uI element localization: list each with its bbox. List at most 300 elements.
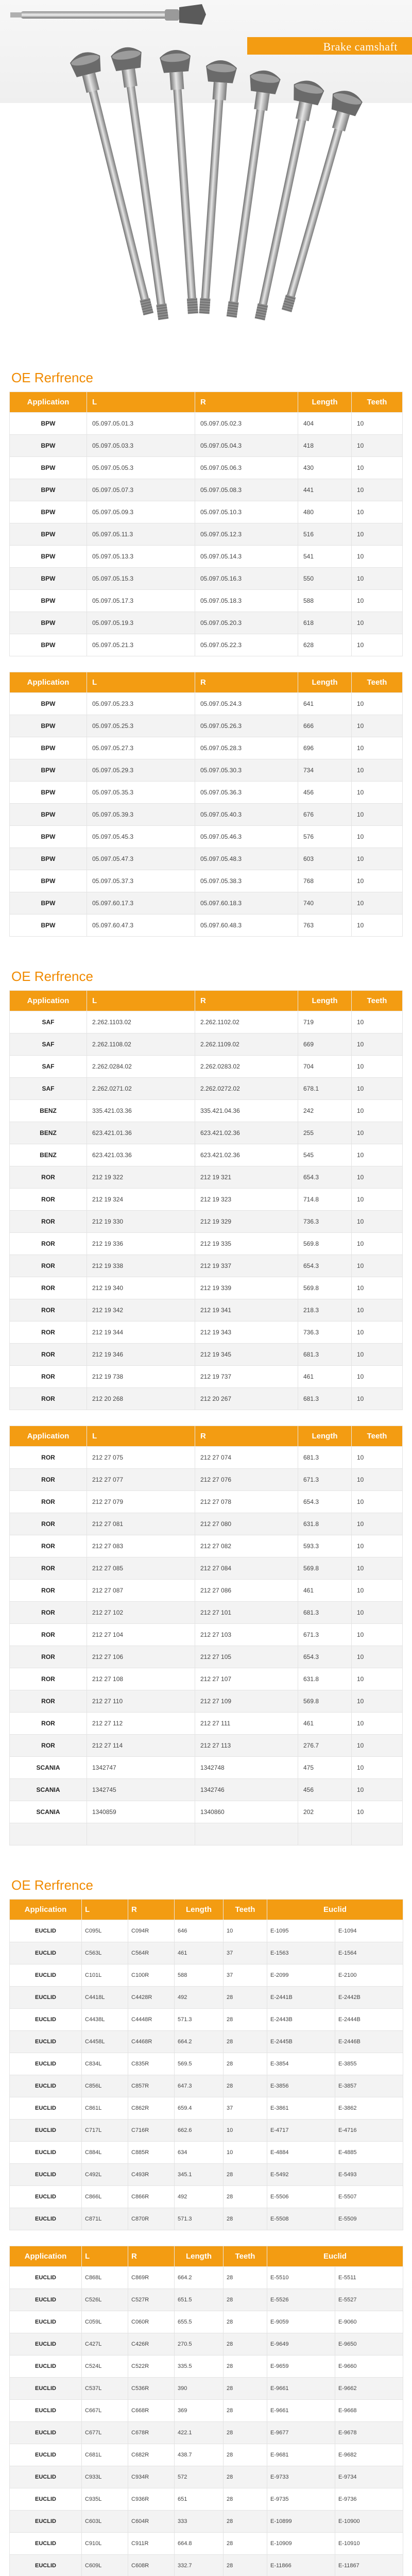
table-cell: ROR xyxy=(10,1366,87,1388)
table-cell: ROR xyxy=(10,1166,87,1189)
table-cell: 10 xyxy=(352,1056,403,1078)
table-cell: 05.097.05.16.3 xyxy=(195,568,298,590)
table-cell: BENZ xyxy=(10,1144,87,1166)
table-cell: 212 19 344 xyxy=(87,1321,195,1344)
table-cell: E-2100 xyxy=(335,1964,403,1987)
table-cell: E-9668 xyxy=(335,2400,403,2422)
table-cell: ROR xyxy=(10,1713,87,1735)
table-cell: ROR xyxy=(10,1447,87,1469)
table-cell: BPW xyxy=(10,523,87,546)
hero-section xyxy=(0,0,412,361)
table-row xyxy=(10,759,403,782)
table-row xyxy=(10,1557,403,1580)
table-cell: C427L xyxy=(82,2333,128,2355)
table-row xyxy=(10,693,403,715)
table-cell: 10 xyxy=(352,1668,403,1690)
table-cell: EUCLID xyxy=(10,1920,82,1942)
table-cell: 212 19 343 xyxy=(195,1321,298,1344)
table-cell: 28 xyxy=(224,2267,267,2289)
table-cell: E-9661 xyxy=(267,2400,335,2422)
table-cell: 1340860 xyxy=(195,1801,298,1823)
table-cell: C681L xyxy=(82,2444,128,2466)
table-cell: 212 27 113 xyxy=(195,1735,298,1757)
table-cell: E-5493 xyxy=(335,2164,403,2186)
table-cell: ROR xyxy=(10,1513,87,1535)
table-row xyxy=(10,782,403,804)
table-cell: 669 xyxy=(298,1033,352,1056)
table-cell: SCANIA xyxy=(10,1801,87,1823)
table-cell: 10 xyxy=(352,1321,403,1344)
table-cell: 05.097.05.01.3 xyxy=(87,413,195,435)
table-cell: C933L xyxy=(82,2466,128,2488)
table-cell: 05.097.05.28.3 xyxy=(195,737,298,759)
table-cell: 736.3 xyxy=(298,1321,352,1344)
column-header: Length xyxy=(175,2246,224,2267)
table-cell: ROR xyxy=(10,1469,87,1491)
table-cell: EUCLID xyxy=(10,2355,82,2378)
table-cell: C856L xyxy=(82,2075,128,2097)
table-cell: C885R xyxy=(128,2142,175,2164)
table-row xyxy=(10,2311,403,2333)
table-cell: 461 xyxy=(298,1366,352,1388)
table-cell: 671.3 xyxy=(298,1469,352,1491)
table-cell: 05.097.60.18.3 xyxy=(195,892,298,914)
table-cell: 10 xyxy=(352,1100,403,1122)
table-cell: E-3857 xyxy=(335,2075,403,2097)
table-cell: BPW xyxy=(10,546,87,568)
table-row xyxy=(10,2333,403,2355)
table-cell: E-9681 xyxy=(267,2444,335,2466)
table-cell: 05.097.05.02.3 xyxy=(195,413,298,435)
table-cell: 212 19 321 xyxy=(195,1166,298,1189)
table-cell: BPW xyxy=(10,693,87,715)
table-row xyxy=(10,914,403,937)
table-row xyxy=(10,1344,403,1366)
table-cell: 10 xyxy=(352,1757,403,1779)
table-cell: C868L xyxy=(82,2267,128,2289)
table-cell: 212 19 330 xyxy=(87,1211,195,1233)
table-row xyxy=(10,2075,403,2097)
table-cell: 212 27 109 xyxy=(195,1690,298,1713)
table-row xyxy=(10,1779,403,1801)
table-cell: 212 27 076 xyxy=(195,1469,298,1491)
table-cell: 10 xyxy=(352,1580,403,1602)
table-row xyxy=(10,870,403,892)
table-cell: 212 27 080 xyxy=(195,1513,298,1535)
table-row xyxy=(10,1189,403,1211)
table-cell: C835R xyxy=(128,2053,175,2075)
table-cell: 05.097.05.23.3 xyxy=(87,693,195,715)
table-cell: 05.097.60.47.3 xyxy=(87,914,195,937)
table-cell: 28 xyxy=(224,2400,267,2422)
table-cell: 335.421.03.36 xyxy=(87,1100,195,1122)
table-cell: 05.097.05.20.3 xyxy=(195,612,298,634)
table-cell: BPW xyxy=(10,590,87,612)
table-cell: 212 27 087 xyxy=(87,1580,195,1602)
column-header: L xyxy=(87,392,195,413)
table-cell: E-9678 xyxy=(335,2422,403,2444)
table-cell: 05.097.05.22.3 xyxy=(195,634,298,656)
column-header: Length xyxy=(298,1426,352,1447)
table-cell: 10 xyxy=(352,1602,403,1624)
table-cell: 212 19 345 xyxy=(195,1344,298,1366)
column-header: Application xyxy=(10,392,87,413)
column-header: Application xyxy=(10,672,87,693)
table-cell: E-3862 xyxy=(335,2097,403,2120)
column-header: L xyxy=(87,672,195,693)
table-cell: BPW xyxy=(10,479,87,501)
table-cell: 623.421.01.36 xyxy=(87,1122,195,1144)
table-cell: 212 27 107 xyxy=(195,1668,298,1690)
table-cell: BPW xyxy=(10,568,87,590)
table-row xyxy=(10,1321,403,1344)
table-cell: 212 19 335 xyxy=(195,1233,298,1255)
table-row xyxy=(10,715,403,737)
table-cell: 10 xyxy=(352,435,403,457)
camshaft-2 xyxy=(110,45,179,321)
table-cell: E-9662 xyxy=(335,2378,403,2400)
table-cell: 10 xyxy=(352,1513,403,1535)
table-row xyxy=(10,2031,403,2053)
table-cell: BPW xyxy=(10,914,87,937)
table-cell: EUCLID xyxy=(10,2164,82,2186)
table-cell: 10 xyxy=(352,1624,403,1646)
table-cell: 480 xyxy=(298,501,352,523)
table-cell: 28 xyxy=(224,2009,267,2031)
table-cell: 654.3 xyxy=(298,1166,352,1189)
table-cell: E-9649 xyxy=(267,2333,335,2355)
table-cell: C834L xyxy=(82,2053,128,2075)
table-cell: 641 xyxy=(298,693,352,715)
table-cell: 242 xyxy=(298,1100,352,1122)
table-cell: 646 xyxy=(175,1920,224,1942)
table-cell: 734 xyxy=(298,759,352,782)
table-cell: 05.097.05.07.3 xyxy=(87,479,195,501)
table-cell: 492 xyxy=(175,1987,224,2009)
table-cell: ROR xyxy=(10,1344,87,1366)
table-cell: EUCLID xyxy=(10,2400,82,2422)
table-cell: 441 xyxy=(298,479,352,501)
table-cell: 05.097.05.09.3 xyxy=(87,501,195,523)
column-header: Euclid xyxy=(267,1900,403,1920)
table-row xyxy=(10,1100,403,1122)
table-cell: 10 xyxy=(352,693,403,715)
table-cell: ROR xyxy=(10,1189,87,1211)
table-cell: 333 xyxy=(175,2511,224,2533)
table-cell: ROR xyxy=(10,1233,87,1255)
table-row xyxy=(10,2444,403,2466)
table-cell: 623.421.02.36 xyxy=(195,1144,298,1166)
table-cell: 05.097.05.35.3 xyxy=(87,782,195,804)
table-cell: 461 xyxy=(298,1713,352,1735)
table-cell: E-2444B xyxy=(335,2009,403,2031)
table-row xyxy=(10,1602,403,1624)
table-cell: C4458L xyxy=(82,2031,128,2053)
table-cell: SAF xyxy=(10,1078,87,1100)
table-cell: 212 27 108 xyxy=(87,1668,195,1690)
table-cell: 659.4 xyxy=(175,2097,224,2120)
table-bpw-1 xyxy=(9,392,403,656)
table-cell: C682R xyxy=(128,2444,175,2466)
table-cell: 10 xyxy=(224,1920,267,1942)
column-header: Teeth xyxy=(352,392,403,413)
table-cell: E-9677 xyxy=(267,2422,335,2444)
table-cell: EUCLID xyxy=(10,1987,82,2009)
table-row xyxy=(10,1056,403,1078)
table-cell: C604R xyxy=(128,2511,175,2533)
table-row xyxy=(10,1011,403,1033)
table-cell: EUCLID xyxy=(10,2186,82,2208)
table-cell: C426R xyxy=(128,2333,175,2355)
table-cell: 369 xyxy=(175,2400,224,2422)
table-cell: 569.8 xyxy=(298,1233,352,1255)
table-cell: SCANIA xyxy=(10,1779,87,1801)
table-cell: E-5527 xyxy=(335,2289,403,2311)
table-cell: C936R xyxy=(128,2488,175,2511)
table-cell: 664.2 xyxy=(175,2267,224,2289)
table-row xyxy=(10,523,403,546)
table-cell: 569.8 xyxy=(298,1557,352,1580)
table-header-row xyxy=(10,991,403,1011)
table-cell: BENZ xyxy=(10,1122,87,1144)
table-cell: 681.3 xyxy=(298,1388,352,1410)
table-cell: E-1094 xyxy=(335,1920,403,1942)
table-row xyxy=(10,1491,403,1513)
table-bpw-2 xyxy=(9,672,403,937)
table-cell: ROR xyxy=(10,1624,87,1646)
table-cell: C524L xyxy=(82,2355,128,2378)
table-cell: 740 xyxy=(298,892,352,914)
table-cell: E-9736 xyxy=(335,2488,403,2511)
table-cell: ROR xyxy=(10,1646,87,1668)
column-header: R xyxy=(195,672,298,693)
table-cell: 212 20 267 xyxy=(195,1388,298,1410)
table-cell: 647.3 xyxy=(175,2075,224,2097)
table-cell: 212 27 074 xyxy=(195,1447,298,1469)
table-row xyxy=(10,1122,403,1144)
table-cell: C608R xyxy=(128,2555,175,2576)
table-cell: ROR xyxy=(10,1211,87,1233)
table-cell: 681.3 xyxy=(298,1602,352,1624)
table-cell: BPW xyxy=(10,848,87,870)
table-cell: E-10900 xyxy=(335,2511,403,2533)
table-cell: E-2442B xyxy=(335,1987,403,2009)
table-cell: ROR xyxy=(10,1255,87,1277)
table-cell: 678.1 xyxy=(298,1078,352,1100)
table-cell: 10 xyxy=(352,737,403,759)
table-cell: E-9660 xyxy=(335,2355,403,2378)
table-row xyxy=(10,612,403,634)
product-image xyxy=(0,0,412,361)
table-cell: 10 xyxy=(352,1801,403,1823)
table-cell: 212 19 323 xyxy=(195,1189,298,1211)
table-row xyxy=(10,892,403,914)
table-cell: 10 xyxy=(352,457,403,479)
table-cell: 212 27 105 xyxy=(195,1646,298,1668)
table-cell: 212 27 085 xyxy=(87,1557,195,1580)
table-cell: 422.1 xyxy=(175,2422,224,2444)
table-cell: 10 xyxy=(352,568,403,590)
table-cell: 37 xyxy=(224,2097,267,2120)
table-cell: 10 xyxy=(352,870,403,892)
table-header-row xyxy=(10,392,403,413)
table-cell: 10 xyxy=(352,848,403,870)
table-cell: E-2441B xyxy=(267,1987,335,2009)
table-cell xyxy=(298,1823,352,1845)
table-row xyxy=(10,826,403,848)
table-row xyxy=(10,1255,403,1277)
table-row xyxy=(10,2555,403,2576)
table-cell: E-11866 xyxy=(267,2555,335,2576)
column-header: Application xyxy=(10,2246,82,2267)
table-cell: 212 27 106 xyxy=(87,1646,195,1668)
table-cell: 212 27 083 xyxy=(87,1535,195,1557)
table-cell: ROR xyxy=(10,1735,87,1757)
table-cell: E-5508 xyxy=(267,2208,335,2230)
table-ror-scania xyxy=(9,1426,403,1845)
table-row xyxy=(10,1823,403,1845)
table-cell: 212 27 104 xyxy=(87,1624,195,1646)
table-row xyxy=(10,1388,403,1410)
table-cell: 212 27 111 xyxy=(195,1713,298,1735)
section-title-oe-1: OE Rerfrence xyxy=(11,370,93,385)
table-cell: 572 xyxy=(175,2466,224,2488)
table-euclid-2 xyxy=(9,2246,403,2576)
table-cell: C678R xyxy=(128,2422,175,2444)
table-row xyxy=(10,457,403,479)
table-cell: E-1095 xyxy=(267,1920,335,1942)
table-row xyxy=(10,1920,403,1942)
table-row xyxy=(10,2355,403,2378)
table-cell: 28 xyxy=(224,2488,267,2511)
table-cell: ROR xyxy=(10,1668,87,1690)
table-cell: 212 19 340 xyxy=(87,1277,195,1299)
table-row xyxy=(10,1144,403,1166)
table-cell: BPW xyxy=(10,501,87,523)
table-row xyxy=(10,2488,403,2511)
table-cell: E-5526 xyxy=(267,2289,335,2311)
table-cell: 05.097.05.38.3 xyxy=(195,870,298,892)
table-cell: 05.097.05.21.3 xyxy=(87,634,195,656)
table-cell: 05.097.60.48.3 xyxy=(195,914,298,937)
column-header: L xyxy=(87,991,195,1011)
table-cell: BPW xyxy=(10,892,87,914)
table-cell: 588 xyxy=(298,590,352,612)
table-cell: EUCLID xyxy=(10,2289,82,2311)
table-row xyxy=(10,2208,403,2230)
table-cell: 438.7 xyxy=(175,2444,224,2466)
table-cell: EUCLID xyxy=(10,2511,82,2533)
table-row xyxy=(10,2267,403,2289)
table-cell: BPW xyxy=(10,612,87,634)
table-cell: 404 xyxy=(298,413,352,435)
table-row xyxy=(10,590,403,612)
table-row xyxy=(10,1942,403,1964)
table-row xyxy=(10,1366,403,1388)
table-cell: 212 19 342 xyxy=(87,1299,195,1321)
column-header: R xyxy=(128,1900,175,1920)
column-header: L xyxy=(82,2246,128,2267)
camshaft-3 xyxy=(159,49,209,315)
table-cell: 2.262.1109.02 xyxy=(195,1033,298,1056)
table-cell: 576 xyxy=(298,826,352,848)
table-cell: E-2099 xyxy=(267,1964,335,1987)
table-cell: 541 xyxy=(298,546,352,568)
table-cell: 545 xyxy=(298,1144,352,1166)
table-euclid-1 xyxy=(9,1899,403,2230)
table-cell: 2.262.0283.02 xyxy=(195,1056,298,1078)
table-cell: 10 xyxy=(352,1491,403,1513)
table-row xyxy=(10,1690,403,1713)
table-cell: 10 xyxy=(352,1344,403,1366)
table-cell: 212 19 346 xyxy=(87,1344,195,1366)
table-header-row xyxy=(10,672,403,693)
table-row xyxy=(10,2400,403,2422)
table-cell: 654.3 xyxy=(298,1491,352,1513)
table-cell: 1342746 xyxy=(195,1779,298,1801)
table-cell: BPW xyxy=(10,759,87,782)
column-header: L xyxy=(82,1900,128,1920)
table-cell: 10 xyxy=(352,1299,403,1321)
table-cell: C526L xyxy=(82,2289,128,2311)
table-cell: C677L xyxy=(82,2422,128,2444)
table-cell: C934R xyxy=(128,2466,175,2488)
table-cell: 736.3 xyxy=(298,1211,352,1233)
column-header: R xyxy=(128,2246,175,2267)
table-cell: 212 19 336 xyxy=(87,1233,195,1255)
table-cell: 218.3 xyxy=(298,1299,352,1321)
table-row xyxy=(10,1757,403,1779)
column-header: Teeth xyxy=(224,2246,267,2267)
column-header: Teeth xyxy=(352,672,403,693)
table-row xyxy=(10,546,403,568)
table-cell: E-10910 xyxy=(335,2533,403,2555)
table-cell: E-10909 xyxy=(267,2533,335,2555)
table-row xyxy=(10,1535,403,1557)
section-title-oe-3: OE Rerfrence xyxy=(11,1877,93,1893)
table-row xyxy=(10,2097,403,2120)
column-header: Length xyxy=(298,392,352,413)
table-cell: SAF xyxy=(10,1011,87,1033)
table-cell: EUCLID xyxy=(10,2097,82,2120)
table-cell: 05.097.05.47.3 xyxy=(87,848,195,870)
column-header: R xyxy=(195,991,298,1011)
table-cell: 28 xyxy=(224,2466,267,2488)
table-cell: E-11867 xyxy=(335,2555,403,2576)
table-cell: 05.097.05.30.3 xyxy=(195,759,298,782)
table-cell: EUCLID xyxy=(10,2555,82,2576)
column-header: Application xyxy=(10,1900,82,1920)
table-cell: 631.8 xyxy=(298,1668,352,1690)
table-row xyxy=(10,2120,403,2142)
table-cell: 623.421.03.36 xyxy=(87,1144,195,1166)
table-cell: 10 xyxy=(352,1557,403,1580)
table-row xyxy=(10,848,403,870)
table-cell: E-9059 xyxy=(267,2311,335,2333)
table-cell: 550 xyxy=(298,568,352,590)
table-row xyxy=(10,1513,403,1535)
table-row xyxy=(10,1987,403,2009)
table-cell: 662.6 xyxy=(175,2120,224,2142)
table-cell: EUCLID xyxy=(10,2466,82,2488)
table-cell: 714.8 xyxy=(298,1189,352,1211)
table-cell: 628 xyxy=(298,634,352,656)
table-cell: 05.097.05.18.3 xyxy=(195,590,298,612)
table-cell xyxy=(352,1823,403,1845)
table-cell: 212 27 075 xyxy=(87,1447,195,1469)
table-cell: 10 xyxy=(352,826,403,848)
table-cell: E-1564 xyxy=(335,1942,403,1964)
